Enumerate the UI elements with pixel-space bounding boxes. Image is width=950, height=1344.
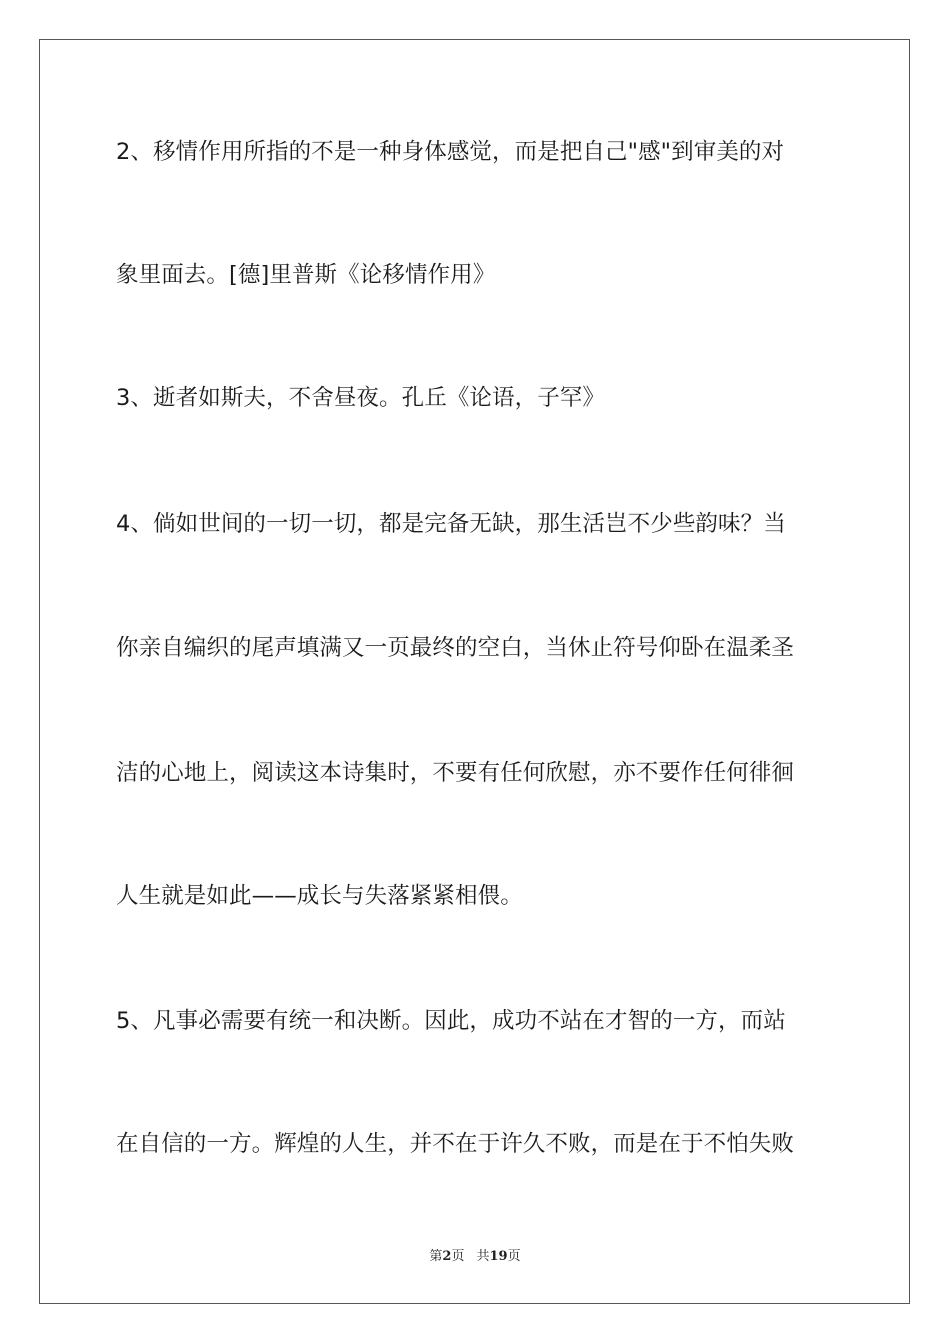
text-line: 5、凡事必需要有统一和决断。因此，成功不站在才智的一方，而站 — [116, 1008, 786, 1034]
text-line: 象里面去。[德]里普斯《论移情作用》 — [116, 262, 496, 288]
total-prefix: 共 — [476, 1249, 490, 1264]
text-line: 2、移情作用所指的不是一种身体感觉，而是把自己"感"到审美的对 — [116, 139, 785, 165]
total-pages: 19 — [489, 1249, 508, 1264]
text-line: 在自信的一方。辉煌的人生，并不在于许久不败，而是在于不怕失败 — [116, 1131, 795, 1157]
text-line: 洁的心地上，阅读这本诗集时，不要有任何欣慰，亦不要作任何徘徊 — [116, 760, 795, 786]
page-number: 2 — [442, 1249, 452, 1264]
text-line: 人生就是如此——成长与失落紧紧相偎。 — [116, 883, 523, 909]
page-border — [39, 39, 910, 1304]
text-line: 3、逝者如斯夫，不舍昼夜。孔丘《论语，子罕》 — [116, 385, 606, 411]
page-footer — [0, 1248, 950, 1266]
text-line: 你亲自编织的尾声填满又一页最终的空白，当休止符号仰卧在温柔圣 — [116, 635, 795, 661]
total-suffix: 页 — [507, 1249, 521, 1264]
page-prefix: 第 — [429, 1249, 443, 1264]
text-line: 4、倘如世间的一切一切，都是完备无缺，那生活岂不少些韵味？当 — [116, 511, 786, 537]
page-suffix: 页 — [451, 1249, 465, 1264]
